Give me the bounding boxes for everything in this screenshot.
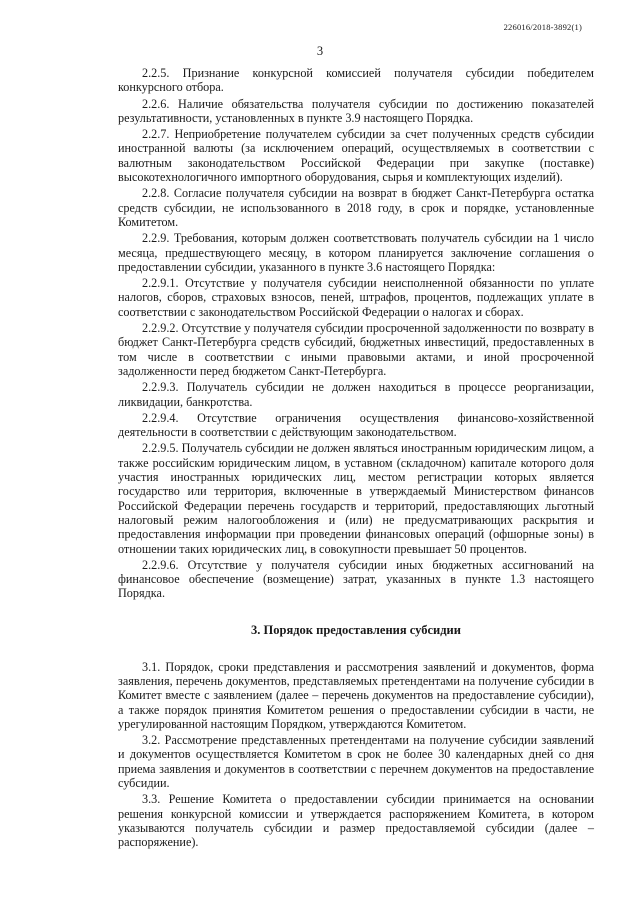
paragraph-2-2-9-1: 2.2.9.1. Отсутствие у получателя субсидии неисполненной обязанности по уплате налогов, сборов, страховых взносов, пеней, штрафов, процентов, подлежащих уплате в соответствии с законодательством Российской Федерации о налогах и сборах. (118, 276, 594, 319)
paragraph-2-2-5: 2.2.5. Признание конкурсной комиссией получателя субсидии победителем конкурсного отбора. (118, 66, 594, 95)
paragraph-3-1: 3.1. Порядок, сроки представления и рассмотрения заявлений и документов, форма заявления, перечень документов, представляемых претендентами на получение субсидии в Комитет вместе с заявлением (далее – перечень документов на предоставление субсидии), а также порядок принятия Комитетом решения о предоставлении субсидии в части, не урегулированной настоящим Порядком, утверждаются Комитетом. (118, 659, 594, 731)
paragraph-2-2-7: 2.2.7. Неприобретение получателем субсидии за счет полученных средств субсидии иностранной валюты (за исключением операций, осуществляемых в соответствии с валютным законодательством Российской Федерации при закупке (поставке) высокотехнологичного импортного оборудования, сырья и комплектующих изделий). (118, 127, 594, 185)
paragraph-3-3: 3.3. Решение Комитета о предоставлении субсидии принимается на основании решения конкурсной комиссии и утверждается распоряжением Комитета, в котором указываются получатель субсидии и размер предоставляемой субсидии (далее – распоряжение). (118, 792, 594, 850)
paragraph-2-2-9-6: 2.2.9.6. Отсутствие у получателя субсидии иных бюджетных ассигнований на финансовое обеспечение (возмещение) затрат, указанных в пункте 1.3 настоящего Порядка. (118, 557, 594, 601)
page-number: 3 (316, 44, 324, 58)
paragraph-2-2-6: 2.2.6. Наличие обязательства получателя субсидии по достижению показателей результативности, установленных в пункте 3.9 настоящего Порядка. (118, 96, 594, 125)
paragraph-2-2-9: 2.2.9. Требования, которым должен соответствовать получатель субсидии на 1 число месяца, предшествующего месяцу, в котором планируется заключение соглашения о предоставлении субсидии, указанного в пункте 3.6 настоящего Порядка: (118, 231, 594, 274)
paragraph-3-2: 3.2. Рассмотрение представленных претендентами на получение субсидии заявлений и документов осуществляется Комитетом в срок не более 30 календарных дней со дня приема заявления и документов в соответствии с перечнем документов на предоставление субсидии. (118, 733, 594, 791)
paragraph-2-2-9-4: 2.2.9.4. Отсутствие ограничения осуществления финансово-хозяйственной деятельности в соответствии с действующим законодательством. (118, 410, 594, 440)
paragraph-2-2-8: 2.2.8. Согласие получателя субсидии на возврат в бюджет Санкт-Петербурга остатка средств субсидии, не использованного в 2018 году, в срок и порядке, установленные Комитетом. (118, 186, 594, 229)
document-body (118, 66, 594, 850)
section-title: 3. Порядок предоставления субсидии (251, 622, 461, 637)
document-number: 226016/2018-3892(1) (503, 22, 582, 32)
paragraph-2-2-9-5: 2.2.9.5. Получатель субсидии не должен являться иностранным юридическим лицом, а также российским юридическим лицом, в уставном (складочном) капитале которого доля участия иностранных юридических лиц, местом регистрации которых является государство или территория, включенные в утверждаемый Министерством финансов Российской Федерации перечень государств и территорий, предоставляющих льготный налоговый режим налогообложения и (или) не предусматривающих раскрытия и предоставления информации при проведении финансовых операций (офшорные зоны) в отношении таких юридических лиц, в совокупности превышает 50 процентов. (118, 441, 594, 556)
paragraph-2-2-9-2: 2.2.9.2. Отсутствие у получателя субсидии просроченной задолженности по возврату в бюджет Санкт-Петербурга средств субсидий, бюджетных инвестиций, предоставленных в том числе в соответствии с иными правовыми актами, и иной просроченной задолженности перед бюджетом Санкт-Петербурга. (118, 321, 594, 378)
paragraph-2-2-9-3: 2.2.9.3. Получатель субсидии не должен находиться в процессе реорганизации, ликвидации, банкротства. (118, 380, 594, 409)
